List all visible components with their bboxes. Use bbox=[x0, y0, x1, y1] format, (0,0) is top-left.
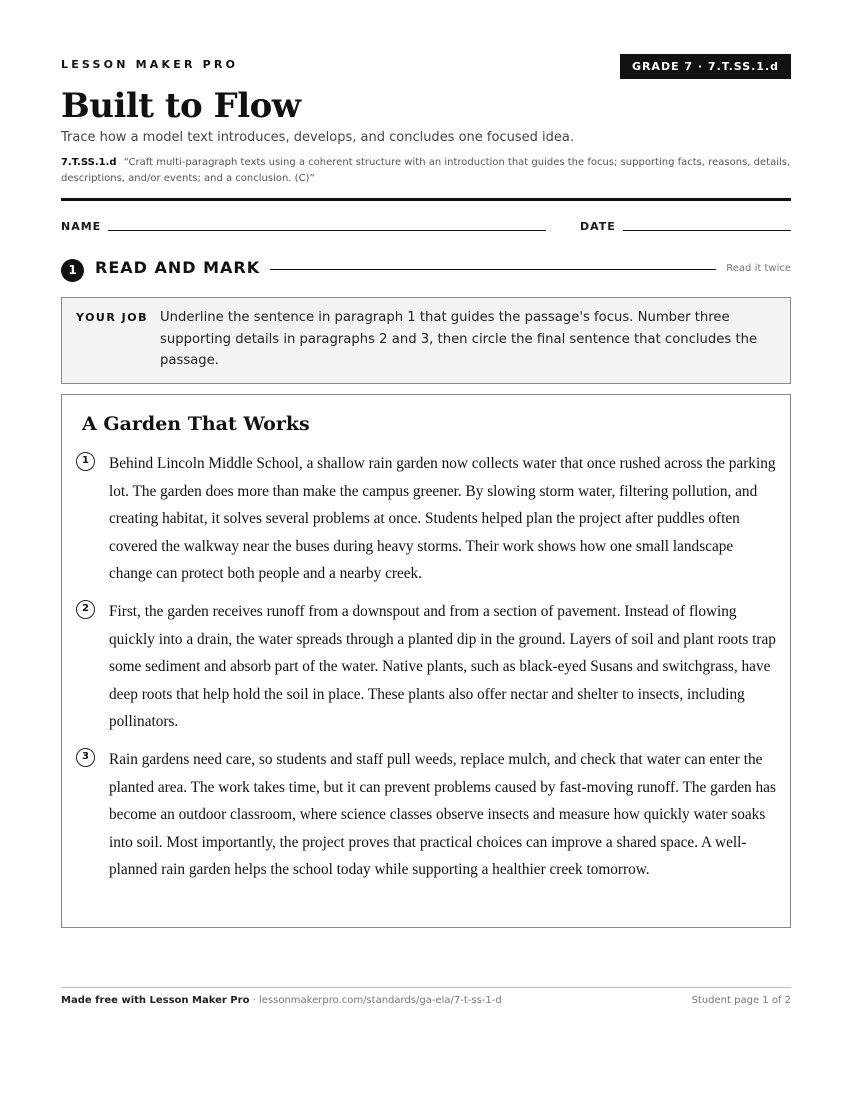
header-divider bbox=[61, 198, 791, 201]
instructions-box bbox=[61, 297, 791, 384]
instructions-label: YOUR JOB bbox=[76, 311, 148, 324]
footer-credit bbox=[61, 995, 502, 1006]
section-title: READ AND MARK bbox=[95, 258, 261, 277]
page-title: Built to Flow bbox=[61, 86, 301, 126]
footer-page-info: Student page 1 of 2 bbox=[691, 995, 791, 1006]
standard-description bbox=[61, 155, 791, 187]
passage-title: A Garden That Works bbox=[82, 413, 310, 435]
page-subtitle: Trace how a model text introduces, develops, and concludes one focused idea. bbox=[61, 130, 574, 145]
paragraph-text: First, the garden receives runoff from a downspout and from a section of pavement. Instead of flowing quickly into a drain, the water spreads through a planted dip in the ground. Layers of soil and plant roots trap some sediment and absorb part of the water. Native plants, such as black-eyed Susans and switchgrass, have deep roots that help hold the soil in place. These plants also offer nectar and shelter to insects, including pollinators. bbox=[109, 603, 776, 731]
passage-box bbox=[61, 394, 791, 928]
paragraph-text: Behind Lincoln Middle School, a shallow rain garden now collects water that once rushed across the parking lot. The garden does more than make the campus greener. By slowing storm water, filtering pollution, and creating habitat, it solves several problems at once. Students helped plan the project after puddles often covered the walkway near the buses during heavy storms. Their work shows how one small landscape change can protect both people and a nearby creek. bbox=[109, 455, 776, 583]
standard-text: “Craft multi-paragraph texts using a coherent structure with an introduction that guides the focus; supporting facts, reasons, details, descriptions, and/or events; and a conclusion. (C)” bbox=[61, 157, 791, 184]
paragraph-number-badge: 2 bbox=[76, 600, 95, 619]
date-label: DATE bbox=[580, 220, 616, 233]
section-divider bbox=[270, 269, 716, 270]
paragraph-number-badge: 1 bbox=[76, 452, 95, 471]
brand-name: LESSON MAKER PRO bbox=[61, 58, 239, 71]
name-label: NAME bbox=[61, 220, 102, 233]
footer-divider bbox=[61, 987, 791, 988]
instructions-text: Underline the sentence in paragraph 1 that guides the passage's focus. Number three supporting details in paragraphs 2 and 3, then circle the final sentence that concludes the passage. bbox=[160, 310, 758, 368]
footer-made-with: Made free with Lesson Maker Pro bbox=[61, 995, 250, 1006]
paragraph-number-badge: 3 bbox=[76, 748, 95, 767]
paragraph-text: Rain gardens need care, so students and staff pull weeds, replace mulch, and check that water can enter the planted area. The work takes time, but it can prevent problems caused by fast-moving runoff. The garden has become an outdoor classroom, where science classes observe insects and measure how quickly water soaks into soil. Most importantly, the project proves that practical choices can improve a shared space. A well-planned rain garden helps the school today while supporting a healthier creek tomorrow. bbox=[109, 751, 776, 879]
footer-url[interactable]: · lessonmakerpro.com/standards/ga-ela/7-t-ss-1-d bbox=[249, 995, 502, 1006]
section-note: Read it twice bbox=[726, 263, 791, 274]
standard-code: 7.T.SS.1.d bbox=[61, 157, 117, 168]
section-number-badge: 1 bbox=[61, 259, 84, 282]
name-field[interactable] bbox=[108, 230, 546, 231]
grade-badge: GRADE 7 · 7.T.SS.1.d bbox=[620, 54, 791, 79]
date-field[interactable] bbox=[623, 230, 791, 231]
